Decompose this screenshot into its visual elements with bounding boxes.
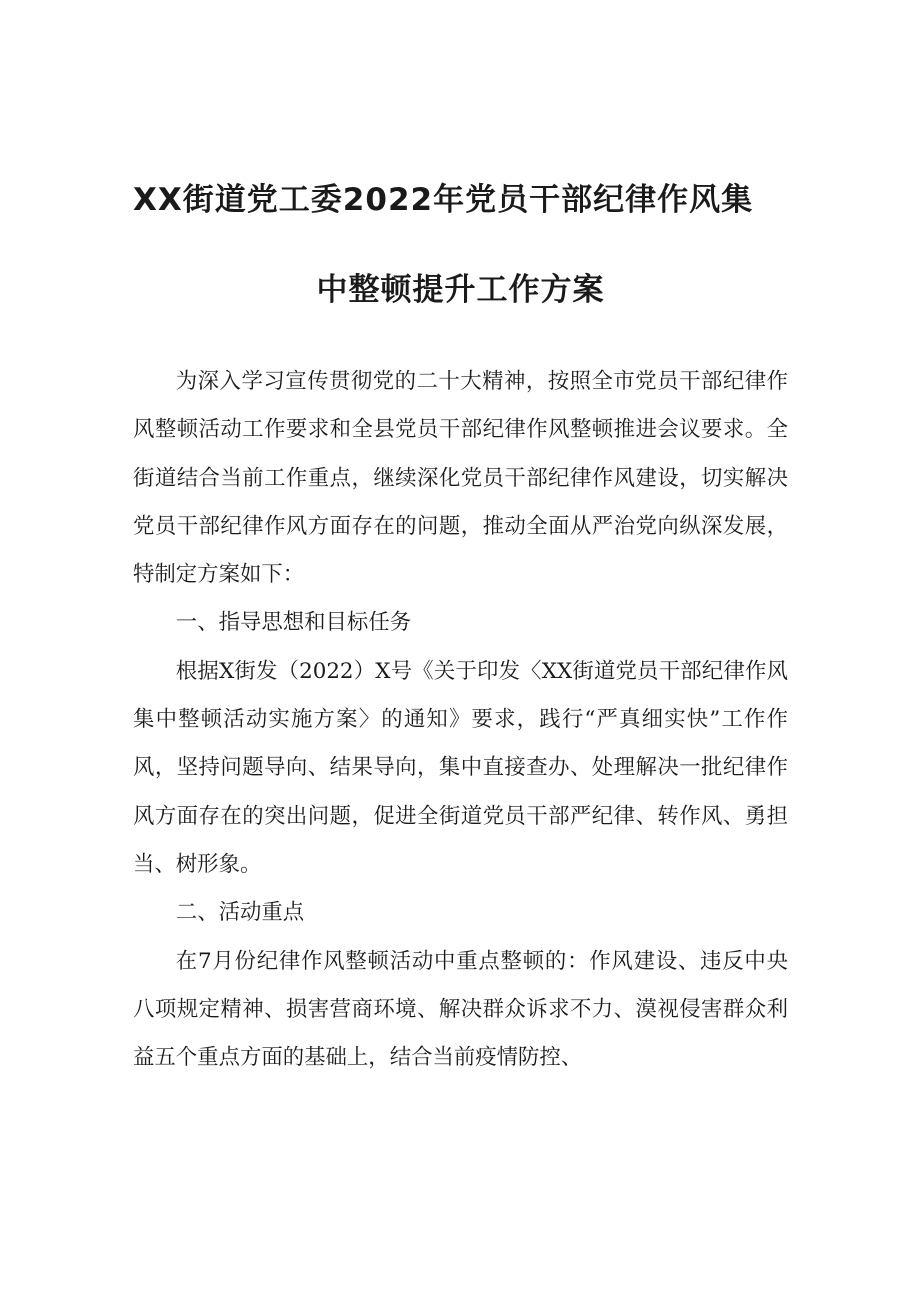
document-body (133, 358, 788, 1082)
document-title-line-1: XX街道党工委2022年党员干部纪律作风集 (133, 182, 754, 218)
intro-paragraph: 为深入学习宣传贯彻党的二十大精神，按照全市党员干部纪律作风整顿活动工作要求和全县党员干部纪律作风整顿推进会议要求。全街道结合当前工作重点，继续深化党员干部纪律作风建设，切实解决党员干部纪律作风方面存在的问题，推动全面从严治党向纵深发展，特制定方案如下： (133, 369, 788, 588)
section-1-paragraph: 根据X街发（2022）X号《关于印发〈XX街道党员干部纪律作风集中整顿活动实施方案〉的通知》要求，践行“严真细实快”工作作风，坚持问题导向、结果导向，集中直接查办、处理解决一批纪律作风方面存在的突出问题，促进全街道党员干部严纪律、转作风、勇担当、树形象。 (133, 658, 788, 877)
document-title-line-2: 中整顿提升工作方案 (316, 272, 605, 308)
section-2-paragraph: 在7月份纪律作风整顿活动中重点整顿的：作风建设、违反中央八项规定精神、损害营商环境、解决群众诉求不力、漠视侵害群众利益五个重点方面的基础上，结合当前疫情防控、 (133, 948, 788, 1071)
section-heading-2: 二、活动重点 (175, 900, 305, 926)
section-heading-1: 一、指导思想和目标任务 (175, 610, 412, 636)
